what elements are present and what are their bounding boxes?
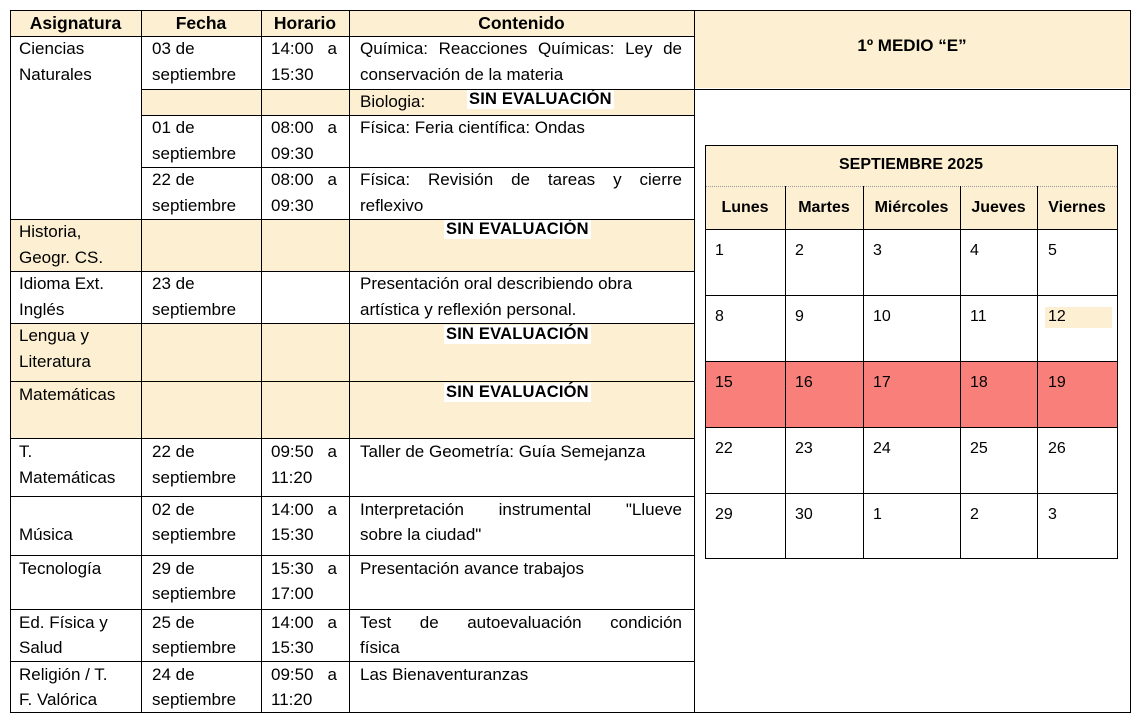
calendar-day: 9 [795,308,804,325]
content-cell: Química: Reacciones Químicas: Ley de [360,39,682,58]
weekday-monday: Lunes [721,199,769,216]
content-cell: conservación de la materia [360,65,564,84]
calendar-day: 30 [795,506,813,523]
date-cell: septiembre [152,144,237,163]
time-cell: 11:20 [271,468,313,487]
date-cell: 22 de [152,170,195,189]
weekday-friday: Viernes [1048,199,1106,216]
subject-cell: Matemáticas [19,385,116,404]
no-evaluation-badge: SIN EVALUACIÓN [446,220,589,238]
calendar-day: 1 [715,242,724,259]
time-cell: 09:30 [271,144,314,163]
calendar-day: 10 [873,308,891,325]
calendar-day: 1 [873,506,882,523]
subject-cell: T. [19,442,33,461]
no-evaluation-badge: SIN EVALUACIÓN [469,90,612,108]
content-cell: Las Bienaventuranzas [360,665,529,684]
subject-cell: Música [19,525,73,544]
subject-cell: Idioma Ext. [19,274,105,293]
date-cell: septiembre [152,525,237,544]
calendar-day: 29 [715,506,733,523]
calendar-day: 17 [873,374,891,391]
content-cell: Biologia: [360,92,426,111]
content-cell: Interpretación instrumental "Llueve [360,500,682,519]
calendar-day: 18 [970,374,988,391]
time-cell: 14:00 a [271,39,337,58]
subject-cell: Historia, [19,222,82,241]
time-cell: 15:30 [271,65,314,84]
subject-cell: Literatura [19,352,91,371]
content-cell: reflexivo [360,196,424,215]
calendar-day: 8 [715,308,724,325]
calendar-day: 3 [873,242,882,259]
date-cell: 22 de [152,442,195,461]
course-title: 1º MEDIO “E” [857,36,967,55]
content-cell: física [360,638,400,657]
subject-cell: Ed. Física y [19,613,108,632]
subject-cell: Lengua y [19,326,89,345]
time-cell: 09:30 [271,196,314,215]
subject-cell: Geogr. CS. [19,248,104,267]
time-cell: 11:20 [271,690,313,709]
content-cell: Taller de Geometría: Guía Semejanza [360,442,646,461]
content-cell: Presentación avance trabajos [360,559,584,578]
time-cell: 08:00 a [271,118,337,137]
calendar-day: 22 [715,440,733,457]
no-evaluation-badge: SIN EVALUACIÓN [446,325,589,343]
subject-cell: Naturales [19,65,92,84]
weekday-thursday: Jueves [971,199,1026,216]
weekday-wednesday: Miércoles [874,199,949,216]
subject-cell: Salud [19,638,63,657]
calendar-day: 12 [1048,308,1066,325]
time-cell: 17:00 [271,584,314,603]
row-fill-lengua [10,323,694,381]
time-cell: 14:00 a [271,500,337,519]
calendar-day: 5 [1048,242,1057,259]
calendar-day: 2 [970,506,979,523]
weekday-tuesday: Martes [798,199,850,216]
calendar-day: 26 [1048,440,1066,457]
subject-cell: Matemáticas [19,468,116,487]
content-cell: Presentación oral describiendo obra [360,274,633,293]
content-cell: artística y reflexión personal. [360,300,577,319]
subject-cell: F. Valórica [19,690,98,709]
time-cell: 09:50 a [271,442,337,461]
date-cell: septiembre [152,468,237,487]
content-cell: Física: Revisión de tareas y cierre [360,170,682,189]
calendar-title: SEPTIEMBRE 2025 [838,156,984,173]
calendar-day: 2 [795,242,804,259]
calendar-day: 25 [970,440,988,457]
header-content: Contenido [478,13,565,33]
no-evaluation-badge: SIN EVALUACIÓN [446,383,589,401]
date-cell: 03 de [152,39,195,58]
date-cell: 29 de [152,559,195,578]
date-cell: septiembre [152,300,237,319]
date-cell: 02 de [152,500,195,519]
calendar-day: 19 [1048,374,1066,391]
subject-cell: Ciencias [19,39,85,58]
header-time: Horario [273,13,337,33]
content-cell: Test de autoevaluación condición [360,613,682,632]
date-cell: septiembre [152,690,237,709]
time-cell: 09:50 a [271,665,337,684]
date-cell: 25 de [152,613,195,632]
date-cell: 23 de [152,274,195,293]
calendar-day: 4 [970,242,979,259]
time-cell: 15:30 a [271,559,337,578]
calendar-day: 11 [970,308,987,325]
date-cell: 01 de [152,118,195,137]
content-cell: sobre la ciudad" [360,525,482,544]
time-cell: 15:30 [271,638,314,657]
date-cell: 24 de [152,665,195,684]
subject-cell: Religión / T. [19,665,108,684]
date-cell: septiembre [152,584,237,603]
time-cell: 08:00 a [271,170,337,189]
header-subject: Asignatura [29,13,122,33]
time-cell: 15:30 [271,525,314,544]
subject-cell: Inglés [19,300,65,319]
calendar-day: 15 [715,374,733,391]
time-cell: 14:00 a [271,613,337,632]
calendar-day: 16 [795,374,813,391]
calendar-day: 3 [1048,506,1057,523]
calendar-day: 24 [873,440,891,457]
header-date: Fecha [175,13,227,33]
calendar-day: 23 [795,440,813,457]
holiday-week-fill [705,361,1117,427]
date-cell: septiembre [152,196,237,215]
date-cell: septiembre [152,65,237,84]
subject-cell: Tecnología [19,559,102,578]
row-fill-historia [10,219,694,271]
date-cell: septiembre [152,638,237,657]
content-cell: Física: Feria científica: Ondas [360,118,585,137]
